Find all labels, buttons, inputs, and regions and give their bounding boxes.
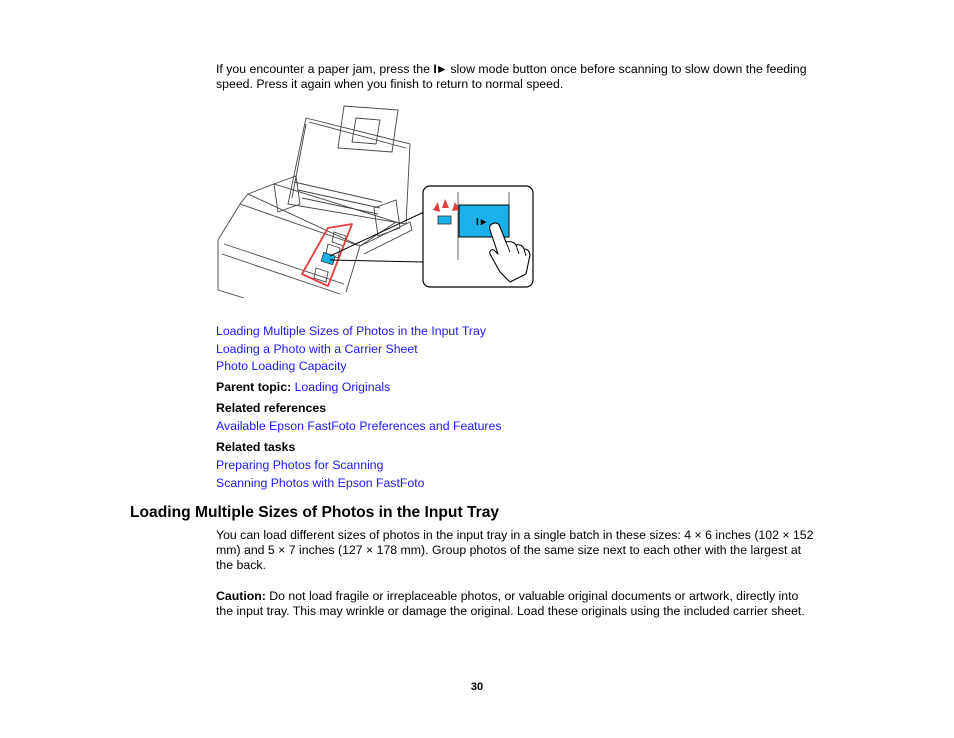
- caution-text: Do not load fragile or irreplaceable photos, or valuable original documents or artwork, directly into the input tray. This may wrinkle or damage the original. Load these originals using the included carrier sheet.: [216, 589, 805, 618]
- related-references-list: [216, 418, 502, 436]
- topic-links: [216, 323, 486, 376]
- link-preparing-photos[interactable]: Preparing Photos for Scanning: [216, 458, 384, 472]
- parent-topic-label: Parent topic:: [216, 380, 292, 394]
- page-number: 30: [470, 681, 484, 693]
- related-tasks-list: [216, 457, 424, 492]
- scanner-body: [218, 106, 412, 298]
- caution-label: Caution:: [216, 589, 266, 603]
- intro-text-after: slow mode button once before scanning to slow down the feeding speed. Press it again when you finish to return to normal speed.: [216, 62, 807, 91]
- intro-paragraph: [216, 62, 816, 92]
- section-heading: Loading Multiple Sizes of Photos in the Input Tray: [130, 504, 500, 521]
- link-available-preferences[interactable]: Available Epson FastFoto Preferences and Features: [216, 419, 502, 433]
- caution-paragraph: [216, 589, 816, 619]
- link-photo-loading-capacity[interactable]: Photo Loading Capacity: [216, 359, 347, 373]
- scanner-illustration: [214, 104, 538, 298]
- callout-panel: [423, 186, 533, 287]
- related-tasks-heading: Related tasks: [216, 440, 296, 454]
- slow-mode-icon: I►: [433, 62, 447, 76]
- related-references-heading: Related references: [216, 401, 327, 415]
- callout-button-glyph: I►: [476, 217, 489, 228]
- slow-mode-indicator-light: [438, 216, 451, 224]
- intro-text-before: If you encounter a paper jam, press the: [216, 62, 430, 76]
- parent-topic: [216, 380, 390, 395]
- link-loading-multiple-sizes[interactable]: Loading Multiple Sizes of Photos in the Input Tray: [216, 324, 487, 338]
- section-body: You can load different sizes of photos in the input tray in a single batch in these sizes: 4 × 6 inches (102 × 152 mm) and 5 × 7 inches (127 × 178 mm). Group photos of the same size next to each other with the largest at the back.: [216, 528, 814, 572]
- link-loading-originals[interactable]: Loading Originals: [294, 380, 391, 394]
- link-loading-carrier-sheet[interactable]: Loading a Photo with a Carrier Sheet: [216, 341, 418, 356]
- link-scanning-photos[interactable]: Scanning Photos with Epson FastFoto: [216, 475, 425, 490]
